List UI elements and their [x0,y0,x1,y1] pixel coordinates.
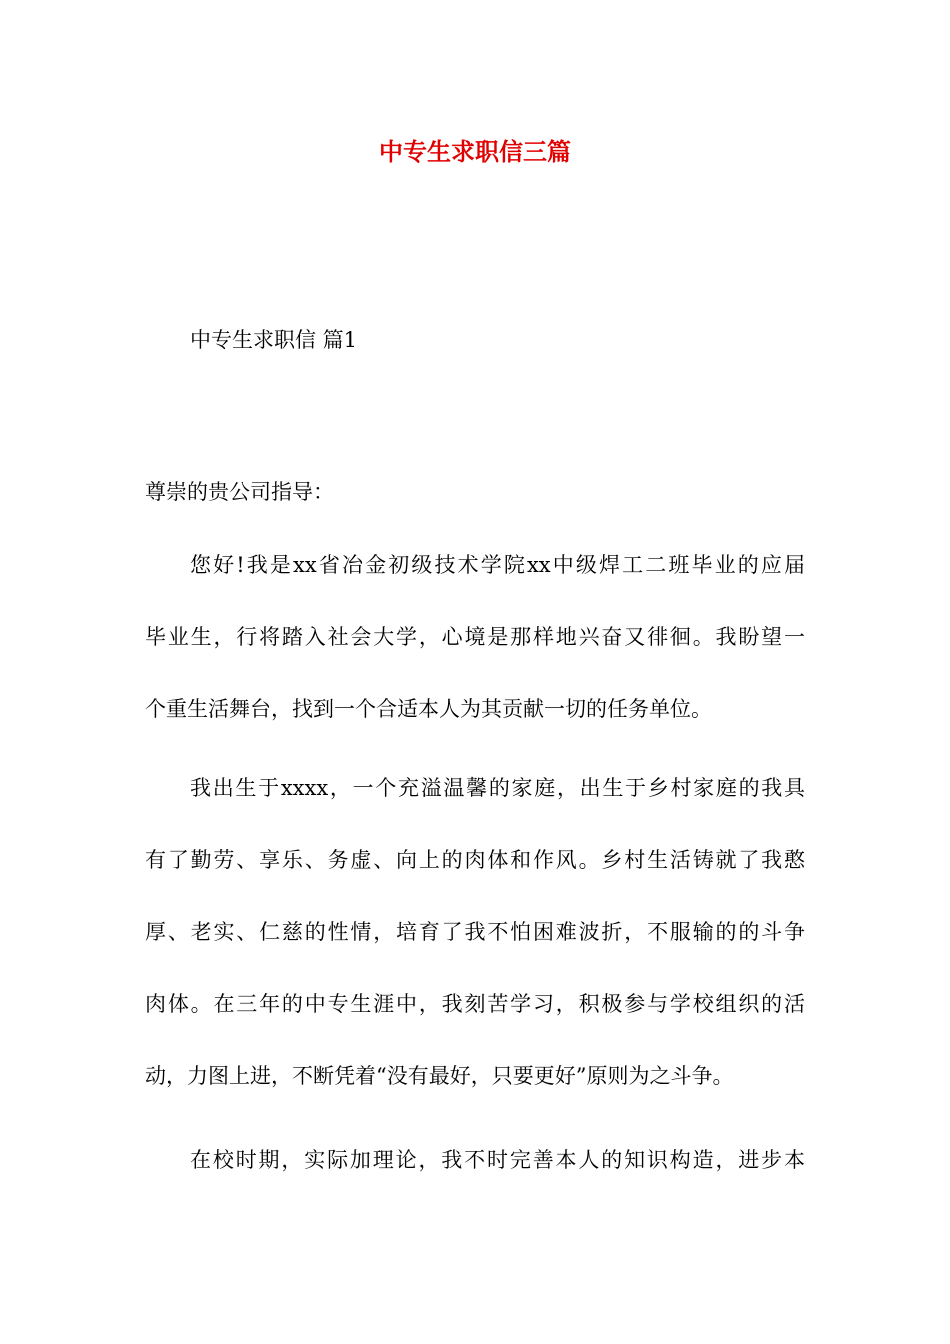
paragraph-line: 个重生活舞台，找到一个合适本人为其贡献一切的任务单位。 [145,697,712,721]
paragraph-line: 在校时期，实际加理论，我不时完善本人的知识构造，进步本 [190,1148,805,1172]
section-heading: 中专生求职信 篇1 [190,328,358,352]
paragraph-line: 有了勤劳、享乐、务虚、向上的肉体和作风。乡村生活铸就了我憨 [145,848,805,872]
document-title: 中专生求职信三篇 [379,137,571,166]
paragraph-school [145,1142,805,1214]
paragraph-line: 我出生于xxxx，一个充溢温馨的家庭，出生于乡村家庭的我具 [190,776,805,800]
paragraph-line: 毕业生，行将踏入社会大学，心境是那样地兴奋又徘徊。我盼望一 [145,625,805,649]
paragraph-line: 厚、老实、仁慈的性情，培育了我不怕困难波折，不服输的的斗争 [145,920,805,944]
paragraph-intro [145,547,805,763]
salutation: 尊崇的贵公司指导： [145,480,334,504]
paragraph-line: 动，力图上进，不断凭着“没有最好，只要更好”原则为之斗争。 [145,1064,734,1088]
paragraph-line: 您好!我是xx省冶金初级技术学院xx中级焊工二班毕业的应届 [190,553,805,577]
paragraph-line: 肉体。在三年的中专生涯中，我刻苦学习，积极参与学校组织的活 [145,992,805,1016]
paragraph-background [145,770,805,1130]
